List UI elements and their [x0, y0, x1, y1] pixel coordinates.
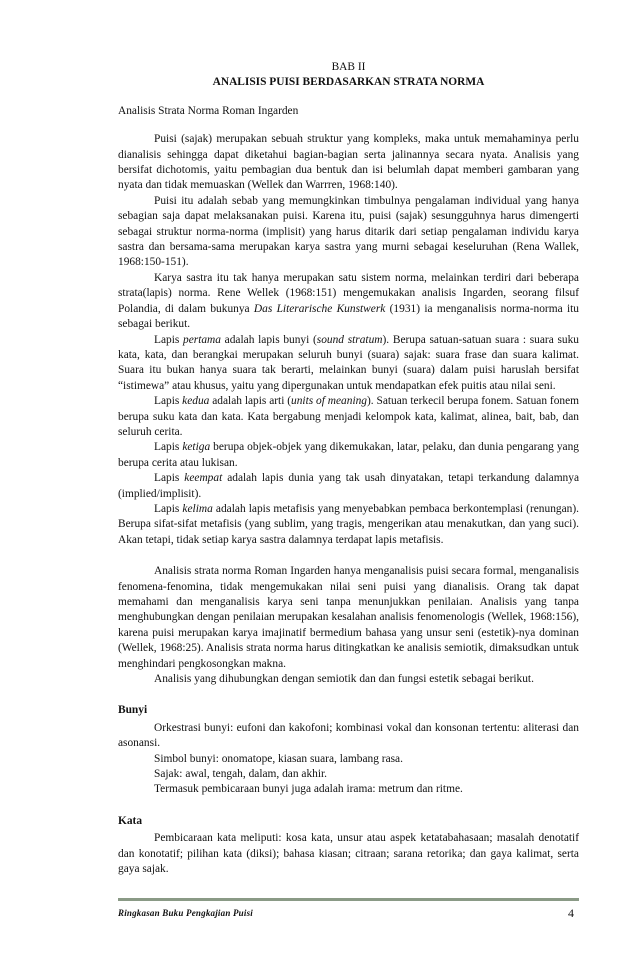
list-item: Orkestrasi bunyi: eufoni dan kakofoni; kombinasi vokal dan konsonan tertentu: aliterasi dan asonansi.	[118, 721, 579, 750]
paragraph: Analisis yang dihubungkan dengan semiotik dan dan fungsi estetik sebagai berikut.	[154, 673, 534, 686]
emphasis: ketiga	[182, 441, 211, 454]
list-item: Simbol bunyi: onomatope, kiasan suara, lambang rasa.	[154, 752, 403, 765]
chapter-label: BAB II	[331, 61, 366, 73]
page-number: 4	[568, 906, 574, 920]
spacer	[118, 548, 579, 564]
text-run: ). Satuan terkecil berupa fonem. Satuan fonem berupa suku kata dan kata. Kata bergabung menjadi kelompok kata, kalimat, alinea, bait, bab, dan seluruh cerita.	[118, 395, 579, 438]
document-body	[118, 60, 579, 878]
paragraph	[118, 502, 579, 548]
text-run: adalah lapis dunia yang tak usah dinyatakan, tetapi terkandung dalamnya (implied/implisit).	[118, 472, 579, 500]
paragraph	[118, 471, 579, 502]
text-run: Lapis	[154, 333, 184, 346]
section-heading-bunyi: Bunyi	[118, 704, 148, 717]
paragraph	[118, 271, 579, 333]
paragraph: Puisi (sajak) merupakan sebuah struktur yang kompleks, maka untuk memahaminya perlu dianalisis sehingga dapat diketahui bagian-bagian serta jalinannya secara nyata. Analisis yang bersifat dichotomis, yaitu pembagian dua bentuk dan isi belumlah dapat memberi gambaran yang nyata dan tidak memuaskan (Wellek dan Warrren, 1968:140).	[118, 133, 579, 192]
text-run: Karya sastra itu tak hanya merupakan satu sistem norma, melainkan terdiri dari beberapa strata(lapis) norma. Rene Wellek (1968:151) mengemukakan analisis Ingarden, seorang filsuf Polandia, di dalam bukunya	[118, 271, 579, 315]
text-run: Lapis	[154, 441, 183, 454]
paragraph	[118, 440, 579, 471]
emphasis: units of meaning	[291, 395, 367, 408]
paragraph: Puisi itu adalah sebab yang memungkinkan timbulnya pengalaman individual yang hanya sebagian saja dapat melaksanakan puisi. Karena itu, puisi (sajak) sesungguhnya harus dimengerti sebagai struktur norma-norma (implisit) yang harus ditarik dari setiap pengalaman individu karya sastra dan bersama-sama merupakan karya sastra yang murni sebagai keseluruhan (Rena Wallek, 1968:150-151).	[118, 194, 579, 269]
spacer	[118, 798, 579, 814]
text-run: adalah lapis bunyi (	[220, 333, 317, 346]
spacer	[118, 687, 579, 703]
emphasis: sound stratum	[316, 333, 383, 346]
section-heading-kata: Kata	[118, 814, 143, 827]
text-run: Lapis	[154, 502, 183, 515]
text-run: berupa objek-objek yang dikemukakan, latar, pelaku, dan dunia pengarang yang berupa cerita atau lukisan.	[118, 441, 579, 469]
text-run: Lapis	[154, 472, 185, 485]
emphasis: kedua	[182, 395, 210, 408]
text-run: Lapis	[154, 395, 183, 408]
text-run: ). Berupa satuan-satuan suara : suara suku kata, kata, dan berangkai merupakan seluruh bunyi (suara) sajak: suara frase dan suara kalimat. Suara itu bukan hanya suara tak berarti, melainkan bunyi (suara) dalam puisi haruslah bersifat “istimewa” atau khusus, yaitu yang dipergunakan untuk mendapatkan efek puitis atau nilai seni.	[118, 333, 580, 392]
text-run: adalah lapis arti (	[209, 395, 292, 408]
text-run: adalah lapis metafisis yang menyebabkan pembaca berkontemplasi (renungan). Berupa sifat-sifat metafisis (yang sublim, yang tragis, mengerikan atau menakutkan, dan yang suci). Akan tetapi, tidak setiap karya sastra dalamnya terdapat lapis metafisis.	[118, 502, 579, 546]
emphasis: pertama	[183, 333, 221, 346]
footer-book-title: Ringkasan Buku Pengkajian Puisi	[118, 908, 253, 918]
chapter-title: ANALISIS PUISI BERDASARKAN STRATA NORMA	[212, 76, 485, 89]
text-run: (1931) ia menganalisis norma-norma itu sebagai berikut.	[118, 302, 579, 331]
footer-rule	[118, 898, 579, 901]
section-subtitle: Analisis Strata Norma Roman Ingarden	[118, 104, 299, 117]
list-item: Sajak: awal, tengah, dalam, dan akhir.	[154, 768, 328, 781]
paragraph	[118, 333, 579, 395]
emphasis: kelima	[182, 502, 213, 515]
paragraph: Analisis strata norma Roman Ingarden hanya menganalisis puisi secara formal, menganalisis fenomena-fenomina, tidak mengemukakan nilai seni puisi yang dianalisis. Orang tak dapat memahami dan menganalisis karya seni tanpa menunjukkan penilaian. Analisis yang tanpa menghubungkan dengan penilaian merupakan kesalahan analisis fenomenologis (Wellek, 1968:156), karena puisi merupakan karya imajinatif bermedium bahasa yang unsur seni (estetik)-nya dominan (Wellek, 1968:25). Analisis strata norma harus ditingkatkan ke analisis semiotik, dimaksudkan untuk menghindari pengkosongkan makna.	[118, 565, 579, 670]
emphasis: keempat	[184, 472, 223, 485]
list-item: Pembicaraan kata meliputi: kosa kata, unsur atau aspek ketatabahasaan; masalah denotatif dan konotatif; pilihan kata (diksi); bahasa kiasan; citraan; sarana retorika; dan gaya kalimat, serta gaya sajak.	[118, 832, 579, 876]
list-item: Termasuk pembicaraan bunyi juga adalah irama: metrum dan ritme.	[154, 783, 463, 796]
paragraph	[118, 394, 579, 440]
book-title-italic: Das Literarische Kunstwerk	[253, 302, 386, 315]
